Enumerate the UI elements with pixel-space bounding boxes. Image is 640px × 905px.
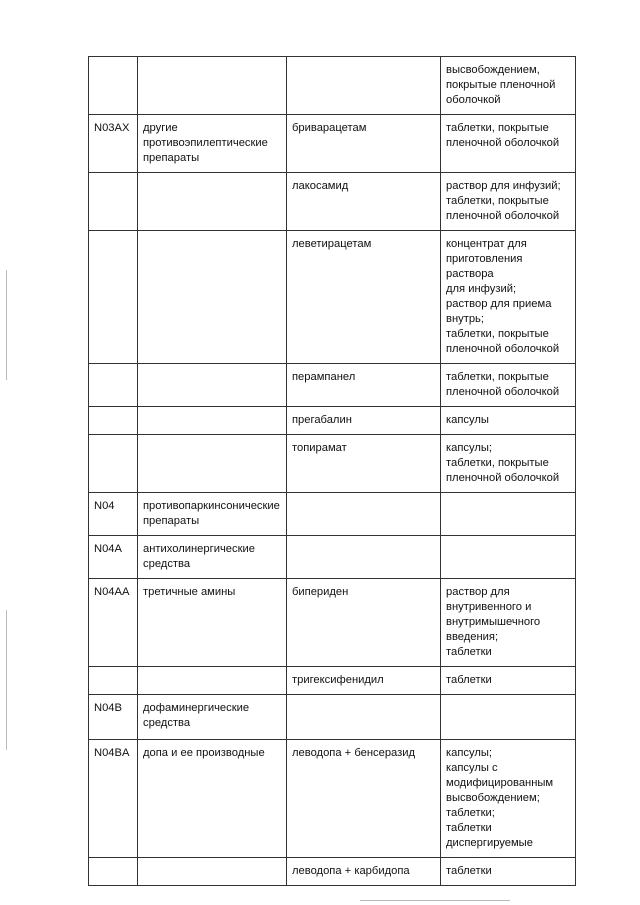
substance-cell (287, 536, 441, 579)
table-row (89, 858, 576, 886)
table-row (89, 667, 576, 695)
group-name-cell: допа и ее производные (138, 740, 287, 858)
dosage-form-cell (441, 493, 576, 536)
atc-code-cell: N03AX (89, 115, 138, 173)
drug-list-table (88, 56, 576, 886)
atc-code-cell (89, 407, 138, 435)
atc-code-cell: N04A (89, 536, 138, 579)
table-row (89, 579, 576, 667)
dosage-form-cell: раствор для внутривенного и внутримышечного введения; таблетки (441, 579, 576, 667)
table-row (89, 435, 576, 493)
substance-cell: леводопа + карбидопа (287, 858, 441, 886)
substance-cell: прегабалин (287, 407, 441, 435)
substance-cell (287, 695, 441, 740)
substance-cell (287, 493, 441, 536)
dosage-form-cell: таблетки (441, 667, 576, 695)
table-row (89, 740, 576, 858)
substance-cell: перампанел (287, 364, 441, 407)
substance-cell: бриварацетам (287, 115, 441, 173)
dosage-form-cell: таблетки, покрытые пленочной оболочкой (441, 364, 576, 407)
dosage-form-cell (441, 536, 576, 579)
group-name-cell (138, 231, 287, 364)
atc-code-cell (89, 231, 138, 364)
group-name-cell (138, 667, 287, 695)
atc-code-cell (89, 173, 138, 231)
group-name-cell: противопаркинсонические препараты (138, 493, 287, 536)
group-name-cell: третичные амины (138, 579, 287, 667)
table-row (89, 173, 576, 231)
group-name-cell (138, 435, 287, 493)
group-name-cell (138, 173, 287, 231)
dosage-form-cell: концентрат для приготовления раствора для инфузий; раствор для приема внутрь; таблетки, покрытые пленочной оболочкой (441, 231, 576, 364)
table-row (89, 364, 576, 407)
scan-edge-mark (6, 270, 7, 380)
dosage-form-cell: капсулы (441, 407, 576, 435)
atc-code-cell (89, 858, 138, 886)
substance-cell: бипериден (287, 579, 441, 667)
atc-code-cell: N04B (89, 695, 138, 740)
group-name-cell: дофаминергические средства (138, 695, 287, 740)
dosage-form-cell: капсулы; капсулы с модифицированным высвобождением; таблетки; таблетки диспергируемые (441, 740, 576, 858)
scan-edge-mark (6, 610, 7, 750)
atc-code-cell (89, 364, 138, 407)
table-row (89, 115, 576, 173)
substance-cell: леводопа + бенсеразид (287, 740, 441, 858)
table-row (89, 57, 576, 115)
substance-cell: топирамат (287, 435, 441, 493)
table-row (89, 695, 576, 740)
table-row (89, 231, 576, 364)
dosage-form-cell: раствор для инфузий; таблетки, покрытые пленочной оболочкой (441, 173, 576, 231)
group-name-cell: другие противоэпилептические препараты (138, 115, 287, 173)
scan-edge-mark (360, 900, 510, 901)
dosage-form-cell: капсулы; таблетки, покрытые пленочной оболочкой (441, 435, 576, 493)
dosage-form-cell: высвобождением, покрытые пленочной оболочкой (441, 57, 576, 115)
dosage-form-cell: таблетки (441, 858, 576, 886)
group-name-cell (138, 858, 287, 886)
dosage-form-cell (441, 695, 576, 740)
group-name-cell (138, 364, 287, 407)
substance-cell: леветирацетам (287, 231, 441, 364)
group-name-cell (138, 407, 287, 435)
group-name-cell (138, 57, 287, 115)
substance-cell: лакосамид (287, 173, 441, 231)
atc-code-cell: N04BA (89, 740, 138, 858)
atc-code-cell (89, 435, 138, 493)
table-row (89, 536, 576, 579)
group-name-cell: антихолинергические средства (138, 536, 287, 579)
substance-cell (287, 57, 441, 115)
dosage-form-cell: таблетки, покрытые пленочной оболочкой (441, 115, 576, 173)
table-row (89, 493, 576, 536)
atc-code-cell (89, 57, 138, 115)
atc-code-cell (89, 667, 138, 695)
table-body (89, 57, 576, 886)
substance-cell: тригексифенидил (287, 667, 441, 695)
table-row (89, 407, 576, 435)
atc-code-cell: N04 (89, 493, 138, 536)
atc-code-cell: N04AA (89, 579, 138, 667)
